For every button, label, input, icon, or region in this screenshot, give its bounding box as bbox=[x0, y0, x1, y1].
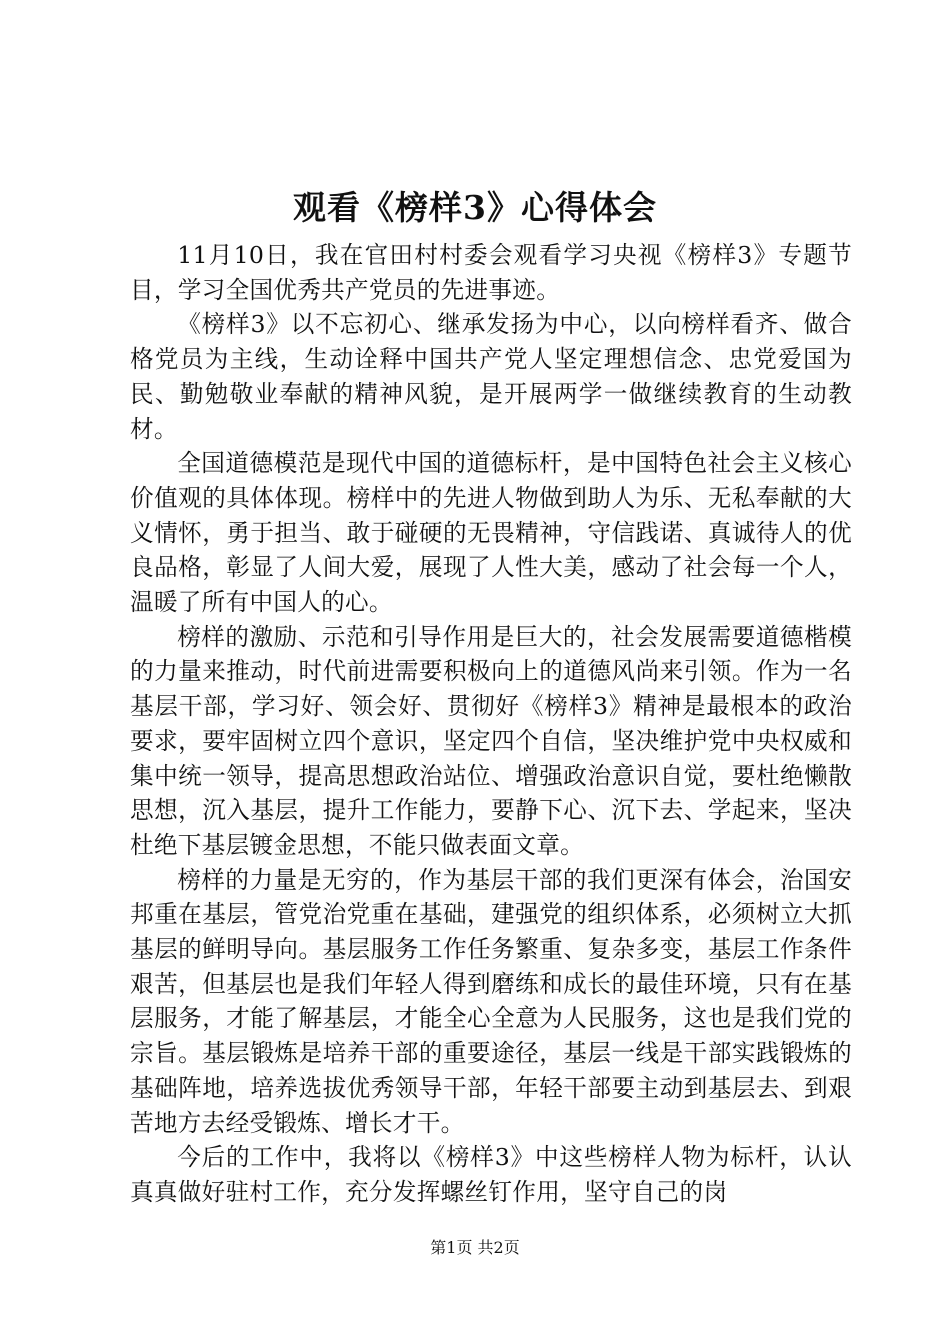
paragraph: 《榜样3》以不忘初心、继承发扬为中心，以向榜样看齐、做合格党员为主线，生动诠释中国共产党人坚定理想信念、忠党爱国为民、勤勉敬业奉献的精神风貌，是开展两学一做继续教育的生动教材。 bbox=[130, 310, 852, 443]
paragraph: 全国道德模范是现代中国的道德标杆，是中国特色社会主义核心价值观的具体体现。榜样中的先进人物做到助人为乐、无私奉献的大义情怀，勇于担当、敢于碰硬的无畏精神，守信践诺、真诚待人的优良品格，彰显了人间大爱，展现了人性大美，感动了社会每一个人，温暖了所有中国人的心。 bbox=[130, 449, 852, 617]
document-title: 观看《榜样3》心得体会 bbox=[293, 188, 657, 227]
document-body bbox=[130, 238, 852, 1210]
paragraph: 榜样的激励、示范和引导作用是巨大的，社会发展需要道德楷模的力量来推动，时代前进需要积极向上的道德风尚来引领。作为一名基层干部，学习好、领会好、贯彻好《榜样3》精神是最根本的政治要求，要牢固树立四个意识，坚定四个自信，坚决维护党中央权威和集中统一领导，提高思想政治站位、增强政治意识自觉，要杜绝懒散思想，沉入基层，提升工作能力，要静下心、沉下去、学起来，坚决杜绝下基层镀金思想，不能只做表面文章。 bbox=[130, 622, 852, 859]
paragraph: 榜样的力量是无穷的，作为基层干部的我们更深有体会，治国安邦重在基层，管党治党重在基础，建强党的组织体系，必须树立大抓基层的鲜明导向。基层服务工作任务繁重、复杂多变，基层工作条件艰苦，但基层也是我们年轻人得到磨练和成长的最佳环境，只有在基层服务，才能了解基层，才能全心全意为人民服务，这也是我们党的宗旨。基层锻炼是培养干部的重要途径，基层一线是干部实践锻炼的基础阵地，培养选拔优秀领导干部，年轻干部要主动到基层去、到艰苦地方去经受锻炼、增长才干。 bbox=[130, 865, 852, 1137]
page-number-footer: 第1页 共2页 bbox=[430, 1238, 520, 1257]
paragraph: 11月10日，我在官田村村委会观看学习央视《榜样3》专题节目，学习全国优秀共产党员的先进事迹。 bbox=[130, 241, 852, 304]
paragraph: 今后的工作中，我将以《榜样3》中这些榜样人物为标杆，认认真真做好驻村工作，充分发挥螺丝钉作用，坚守自己的岗 bbox=[130, 1143, 852, 1206]
